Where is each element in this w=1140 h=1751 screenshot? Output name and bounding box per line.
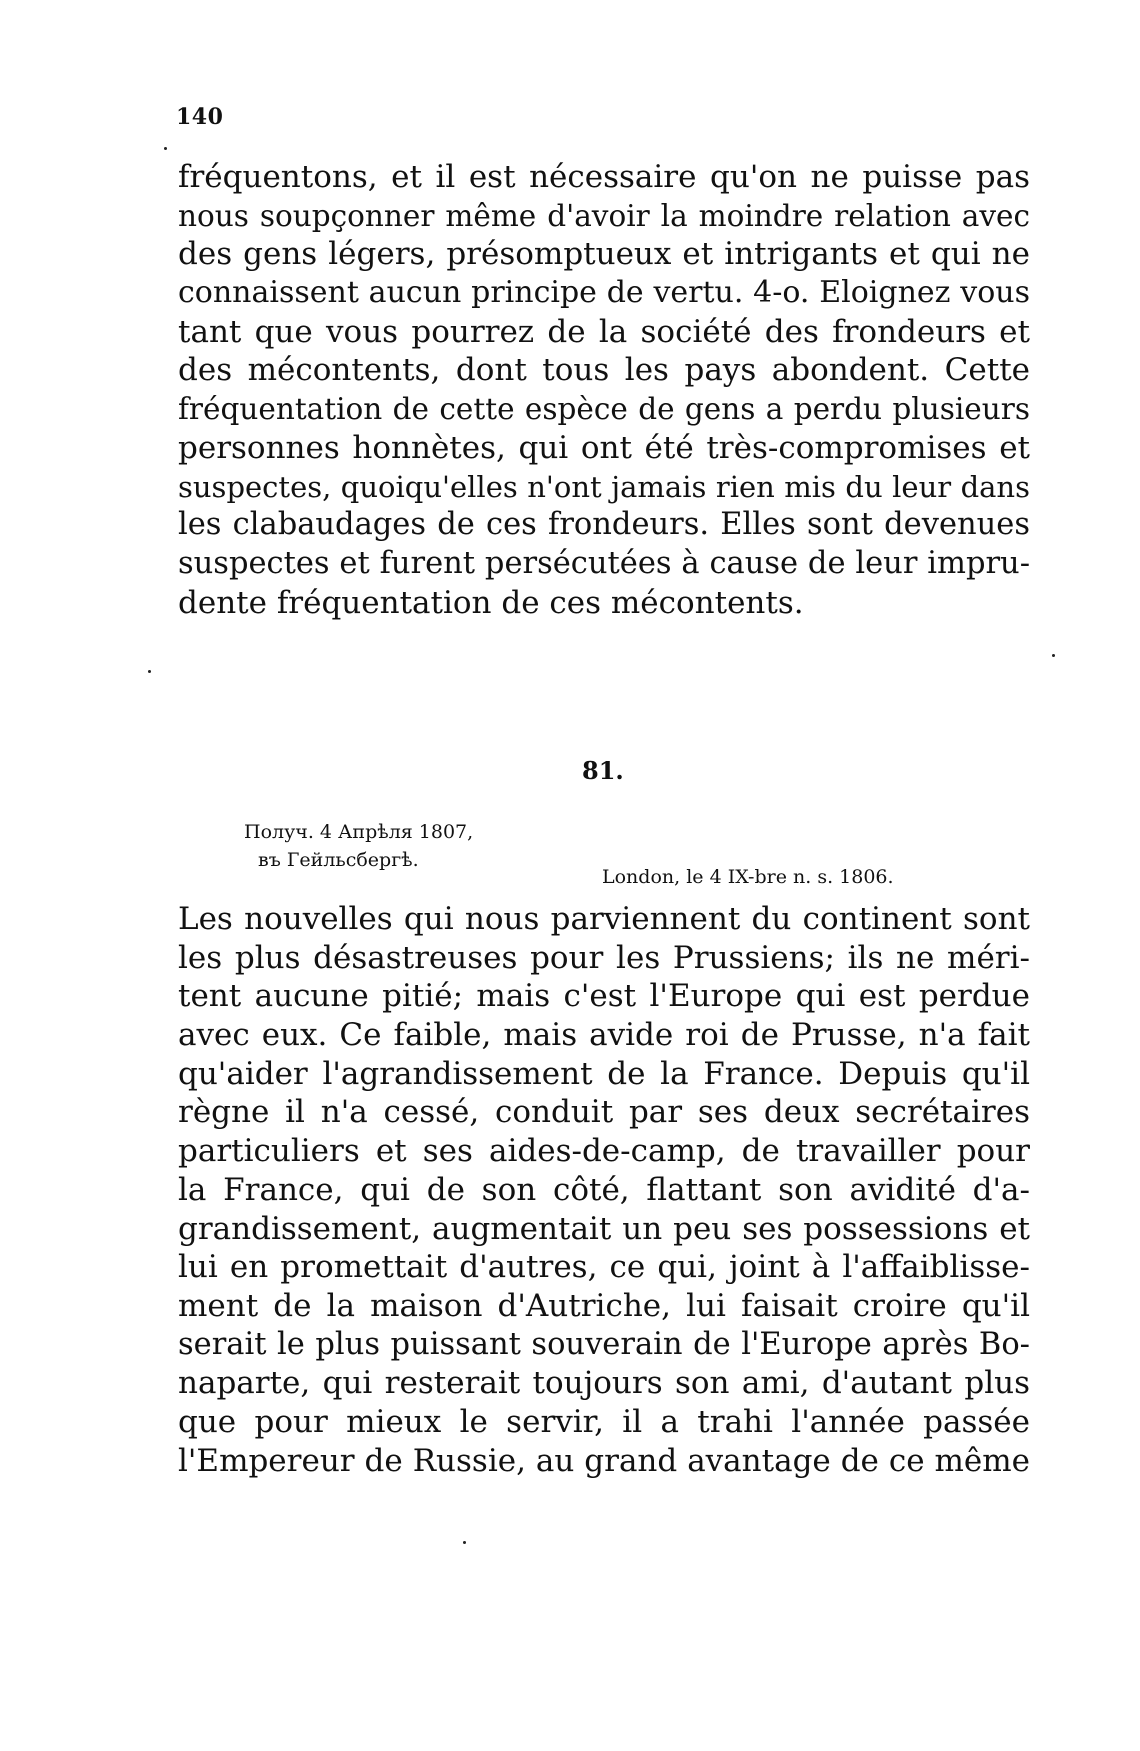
text-line: avec eux. Ce faible, mais avide roi de Prusse, n'a fait (178, 1017, 1030, 1054)
ink-speck (463, 1541, 466, 1544)
text-line: suspectes et furent persécutées à cause de leur impru- (178, 545, 1030, 581)
paragraph-continued (178, 158, 1030, 622)
text-line: qu'aider l'agrandissement de la France. Depuis qu'il (178, 1055, 1030, 1092)
text-line: suspectes, quoiqu'elles n'ont jamais rien mis du leur dans (178, 469, 1030, 504)
text-line: connaissent aucun principe de vertu. 4-o. Eloignez vous (178, 275, 1030, 311)
text-line: fréquentation de cette espèce de gens a perdu plusieurs (178, 392, 1030, 427)
text-line: personnes honnètes, qui ont été très-compromises et (178, 429, 1030, 466)
text-line: les plus désastreuses pour les Prussiens; ils ne méri- (178, 939, 1030, 976)
text-line: des mécontents, dont tous les pays abondent. Cette (178, 352, 1030, 389)
received-line: въ Гейльсбергѣ. (258, 849, 419, 871)
ink-speck (164, 147, 167, 150)
text-line: des gens légers, présomptueux et intrigants et qui ne (178, 236, 1030, 273)
text-line: tant que vous pourrez de la société des frondeurs et (178, 313, 1030, 350)
text-line: lui en promettait d'autres, ce qui, joint à l'affaiblisse- (178, 1249, 1030, 1286)
text-line: particuliers et ses aides-de-camp, de travailler pour (178, 1133, 1030, 1170)
text-line: l'Empereur de Russie, au grand avantage de ce même (178, 1442, 1030, 1479)
text-line: les clabaudages de ces frondeurs. Elles sont devenues (178, 507, 1030, 543)
letter-number: 81. (582, 756, 624, 785)
received-note (244, 818, 473, 874)
text-line: nous soupçonner même d'avoir la moindre relation avec (178, 198, 1030, 233)
text-line: naparte, qui resterait toujours son ami, d'autant plus (178, 1365, 1030, 1402)
text-line: règne il n'a cessé, conduit par ses deux secrétaires (178, 1094, 1030, 1131)
page-number: 140 (176, 104, 224, 130)
dateline: London, le 4 IX-bre n. s. 1806. (602, 866, 894, 888)
text-line: Les nouvelles qui nous parviennent du continent sont (178, 901, 1030, 937)
text-line: que pour mieux le servir, il a trahi l'année passée (178, 1403, 1030, 1440)
text-line: grandissement, augmentait un peu ses possessions et (178, 1210, 1030, 1247)
ink-speck (1052, 654, 1055, 657)
text-line: tent aucune pitié; mais c'est l'Europe qui est perdue (178, 978, 1030, 1015)
letter-body (178, 900, 1030, 1480)
text-line: fréquentons, et il est nécessaire qu'on ne puisse pas (178, 159, 1030, 195)
text-line: la France, qui de son côté, flattant son avidité d'a- (178, 1171, 1030, 1208)
text-line: ment de la maison d'Autriche, lui faisait croire qu'il (178, 1287, 1030, 1324)
received-line: Получ. 4 Апрѣля 1807, (244, 821, 474, 843)
ink-speck (148, 670, 151, 673)
text-line: serait le plus puissant souverain de l'Europe après Bo- (178, 1326, 1030, 1362)
text-line: dente fréquentation de ces mécontents. (178, 584, 804, 621)
